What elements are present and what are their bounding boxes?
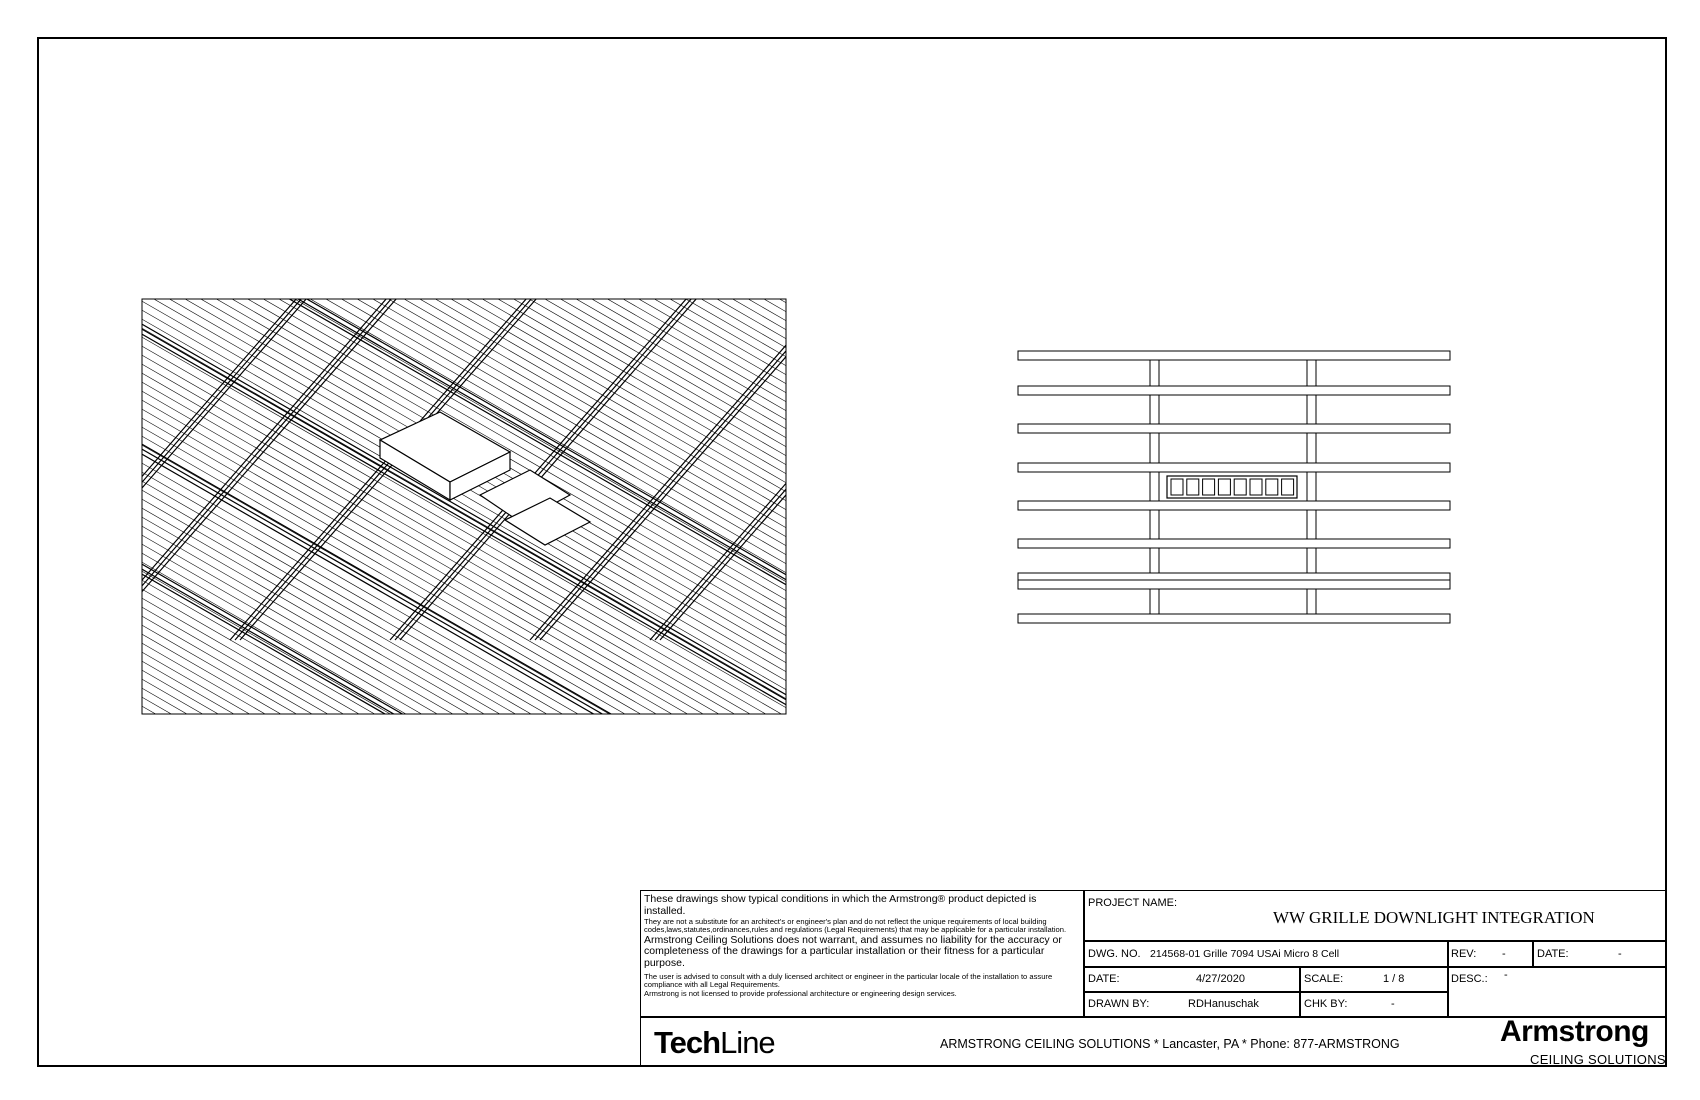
disclaimer-text (644, 894, 1080, 998)
desc-value: - (1504, 969, 1508, 981)
tb-divider-v4 (1299, 966, 1301, 1016)
disclaimer-p1: These drawings show typical conditions in which the Armstrong® product depicted is installed. (644, 893, 1037, 917)
rev-date: - (1618, 948, 1622, 960)
project-name: WW GRILLE DOWNLIGHT INTEGRATION (1273, 908, 1595, 927)
techline-bold: Tech (654, 1025, 721, 1060)
date-value: 4/27/2020 (1196, 973, 1245, 985)
chk-by-label: CHK BY: (1304, 998, 1348, 1010)
tb-divider-v3 (1532, 940, 1534, 966)
tb-divider-v2 (1447, 940, 1449, 1016)
dwg-no: 214568-01 Grille 7094 USAi Micro 8 Cell (1150, 948, 1340, 960)
dwg-no-label: DWG. NO. (1088, 948, 1141, 960)
isometric-view-frame (142, 299, 786, 714)
desc-label: DESC.: (1451, 973, 1488, 985)
techline-logo (654, 1025, 775, 1061)
tb-divider-h1 (1083, 940, 1667, 942)
disclaimer-p2: They are not a substitute for an architect's or engineer's plan and do not reflect the unique requirements of local building codes,laws,statutes,ordinances,rules and regulations (Legal Requirements) that may be applicable for a particular installation. (644, 916, 1067, 934)
scale-label: SCALE: (1304, 973, 1344, 985)
tb-divider-h3 (1083, 991, 1447, 993)
tb-divider-v1 (1083, 890, 1085, 1016)
grille-plan-view (1018, 351, 1450, 623)
date-label: DATE: (1088, 973, 1120, 985)
techline-light: Line (720, 1025, 775, 1060)
disclaimer-p5: Armstrong is not licensed to provide professional architecture or engineering design services. (644, 988, 957, 998)
chk-by-value: - (1391, 998, 1395, 1010)
project-name-label: PROJECT NAME: (1088, 897, 1178, 909)
tb-divider-h2 (1083, 966, 1667, 968)
armstrong-logo-sub: CEILING SOLUTIONS (1530, 1052, 1666, 1067)
drawn-by-label: DRAWN BY: (1088, 998, 1150, 1010)
disclaimer-p4: The user is advised to consult with a duly licensed architect or engineer in the particular locale of the installation to assure compliance with all Legal Requirements. (644, 971, 1053, 990)
footer-contact: ARMSTRONG CEILING SOLUTIONS * Lancaster, PA * Phone: 877-ARMSTRONG (940, 1037, 1400, 1051)
disclaimer-p3: Armstrong Ceiling Solutions does not warrant, and assumes no liability for the accuracy or completeness of the drawings for a particular installation or their fitness for a particular purpose. (644, 933, 1062, 969)
rev-date-label: DATE: (1537, 948, 1569, 960)
rev-value: - (1502, 948, 1506, 960)
drawn-by-value: RDHanuschak (1188, 998, 1259, 1010)
armstrong-logo: Armstrong (1500, 1015, 1649, 1048)
scale-value: 1 / 8 (1383, 973, 1405, 985)
rev-label: REV: (1451, 948, 1477, 960)
